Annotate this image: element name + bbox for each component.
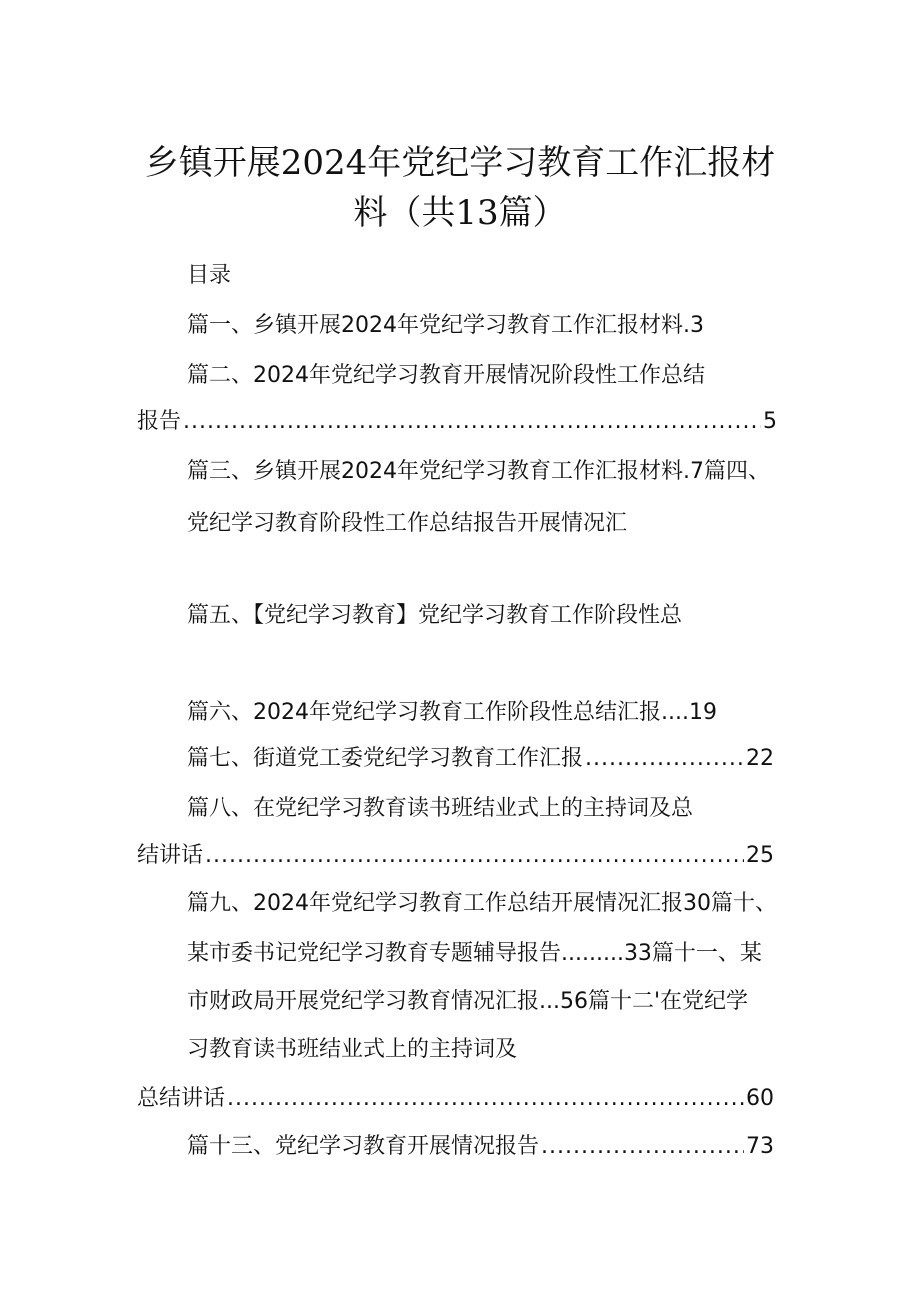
toc-entry-12: 习教育读书班结业式上的主持词及 [187, 1037, 518, 1062]
toc-entry-2-page: 5 [763, 409, 777, 434]
toc-leader-dots [183, 406, 761, 438]
document-title-line-2: 料（共13篇） [353, 193, 567, 233]
toc-entry-2-continued [137, 406, 777, 438]
toc-entry-10: 某市委书记党纪学习教育专题辅导报告.........33篇十一、某 [187, 941, 762, 966]
toc-entry-2: 篇二、2024年党纪学习教育开展情况阶段性工作总结 [187, 363, 705, 388]
toc-entry-9: 篇九、2024年党纪学习教育工作总结开展情况汇报30篇十、 [187, 891, 777, 916]
toc-leader-dots [541, 1131, 744, 1163]
toc-entry-8: 篇八、在党纪学习教育读书班结业式上的主持词及总 [187, 796, 694, 821]
document-title-line-1: 乡镇开展2024年党纪学习教育工作汇报材 [144, 143, 776, 183]
toc-leader-dots [205, 840, 744, 872]
toc-entry-11: 市财政局开展党纪学习教育情况汇报...56篇十二'在党纪学 [187, 989, 749, 1014]
toc-entry-13-text: 篇十三、党纪学习教育开展情况报告 [187, 1134, 540, 1159]
toc-entry-7 [187, 743, 774, 775]
toc-entry-13 [187, 1131, 774, 1163]
toc-entry-2-text: 报告 [137, 409, 182, 434]
toc-entry-12-page: 60 [746, 1086, 774, 1111]
toc-entry-12-continued [137, 1083, 774, 1115]
toc-leader-dots [585, 743, 744, 775]
toc-entry-7-text: 篇七、街道党工委党纪学习教育工作汇报 [187, 746, 584, 771]
toc-entry-8-continued [137, 840, 774, 872]
toc-heading: 目录 [187, 263, 232, 288]
toc-entry-8-text: 结讲话 [137, 843, 204, 868]
toc-entry-5: 篇五、【党纪学习教育】党纪学习教育工作阶段性总 [187, 603, 683, 628]
toc-entry-4: 党纪学习教育阶段性工作总结报告开展情况汇 [187, 511, 628, 536]
toc-entry-13-page: 73 [746, 1134, 774, 1159]
toc-entry-3: 篇三、乡镇开展2024年党纪学习教育工作汇报材料.7篇四、 [187, 459, 770, 484]
toc-leader-dots [227, 1083, 744, 1115]
toc-entry-6: 篇六、2024年党纪学习教育工作阶段性总结汇报....19 [187, 700, 717, 725]
toc-entry-8-page: 25 [746, 843, 774, 868]
toc-entry-1: 篇一、乡镇开展2024年党纪学习教育工作汇报材料.3 [187, 313, 704, 338]
toc-entry-12-text: 总结讲话 [137, 1086, 226, 1111]
toc-entry-7-page: 22 [746, 746, 774, 771]
